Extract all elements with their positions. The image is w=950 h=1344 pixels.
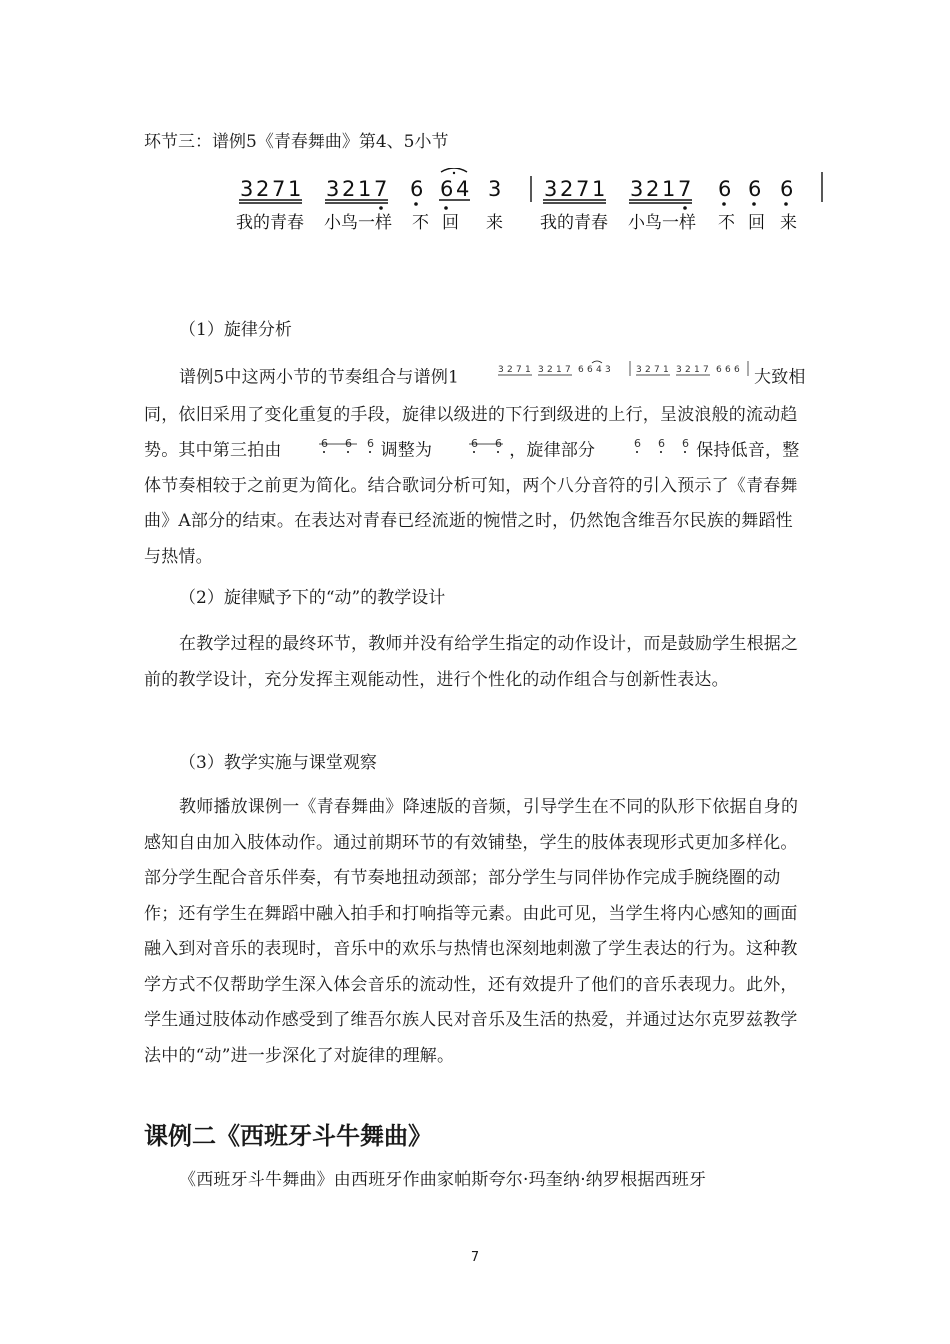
heading-lesson-two: 课例二《西班牙斗牛舞曲》 xyxy=(144,1122,432,1150)
note: 1 xyxy=(592,177,606,201)
svg-text:6 6 4 3: 6 6 4 3 xyxy=(578,365,611,375)
low-dot xyxy=(722,202,726,206)
note: 6 xyxy=(495,437,503,450)
note: 6 xyxy=(748,177,762,201)
note: 6 xyxy=(634,437,642,450)
low-dot xyxy=(752,202,756,206)
note: 7 xyxy=(272,177,286,201)
inline-notes-adjusted xyxy=(432,433,509,469)
note: 1 xyxy=(288,177,302,201)
note: 6 xyxy=(366,437,374,450)
note: 7 xyxy=(374,177,388,201)
fermata-dot xyxy=(453,172,455,174)
note: 2 xyxy=(560,177,574,201)
score-svg xyxy=(236,168,826,238)
subheading-melody-analysis: （1）旋律分析 xyxy=(179,320,292,340)
paragraph-melody-analysis xyxy=(144,358,806,575)
note: 6 xyxy=(658,437,666,450)
text-run: 调整为 xyxy=(380,440,433,461)
note: 2 xyxy=(646,177,660,201)
low-dot xyxy=(784,202,788,206)
low-dot xyxy=(414,202,418,206)
lyric: 回 xyxy=(442,213,459,233)
svg-text:3 2 1 7: 3 2 1 7 xyxy=(538,365,571,375)
lyric: 我的青春 xyxy=(236,213,304,233)
subheading-teaching-design: （2）旋律赋予下的“动”的教学设计 xyxy=(179,588,446,608)
music-score xyxy=(236,168,826,238)
note: 3 xyxy=(630,177,644,201)
svg-text:3 2 7 1: 3 2 7 1 xyxy=(636,365,669,375)
note: 3 xyxy=(326,177,340,201)
paragraph-implementation: 教师播放课例一《青春舞曲》降速版的音频，引导学生在不同的队形下依据自身的感知自由加入肢体动作。通过前期环节的有效铺垫，学生的肢体表现形式更加多样化。部分学生配合音乐伴奏，有节奏地扭动颈部；部分学生与同伴协作完成手腕绕圈的动作；还有学生在舞蹈中融入拍手和打响指等元素。由此可见，当学生将内心感知的画面融入到对音乐的表现时，音乐中的欢乐与热情也深刻地刺激了学生表达的行为。这种教学方式不仅帮助学生深入体会音乐的流动性，还有效提升了他们的音乐表现力。此外，学生通过肢体动作感受到了维吾尔族人民对音乐及生活的热爱，并通过达尔克罗兹教学法中的“动”进一步深化了对旋律的理解。 xyxy=(144,797,799,1066)
lyric: 小鸟一样 xyxy=(628,213,696,233)
paragraph-lesson-two-intro: 《西班牙斗牛舞曲》由西班牙作曲家帕斯夸尔·玛奎纳·纳罗根据西班牙 xyxy=(179,1170,707,1190)
text-run: 大致相同，依旧采用了变化重复的手段，旋律以级进的下行到级进的上行，呈波浪般的流动趋势。其中第三拍由 xyxy=(144,367,806,461)
note: 4 xyxy=(456,177,470,201)
note: 6 xyxy=(471,437,479,450)
note: 3 xyxy=(240,177,254,201)
inline-score-example1 xyxy=(461,358,752,398)
inline-notes-original xyxy=(282,433,381,469)
note: 6 xyxy=(410,177,424,201)
svg-text:3 2 7 1: 3 2 7 1 xyxy=(498,365,531,375)
text-run: ，旋律部分 xyxy=(509,440,596,461)
note: 2 xyxy=(342,177,356,201)
note: 1 xyxy=(358,177,372,201)
svg-text:6 6 6: 6 6 6 xyxy=(716,365,740,375)
lyric: 不 xyxy=(718,213,735,233)
note: 6 xyxy=(344,437,352,450)
subheading-implementation: （3）教学实施与课堂观察 xyxy=(179,753,377,773)
note: 1 xyxy=(662,177,676,201)
note: 6 xyxy=(718,177,732,201)
text-run: 谱例5中这两小节的节奏组合与谱例1 xyxy=(179,367,460,388)
low-dot xyxy=(444,206,448,210)
note: 3 xyxy=(544,177,558,201)
low-dot xyxy=(683,206,687,210)
svg-text:3 2 1 7: 3 2 1 7 xyxy=(676,365,709,375)
lyric: 我的青春 xyxy=(540,213,608,233)
low-dot xyxy=(379,206,383,210)
note: 6 xyxy=(440,177,454,201)
note: 2 xyxy=(256,177,270,201)
note: 7 xyxy=(678,177,692,201)
page-number: 7 xyxy=(470,1250,480,1265)
note: 6 xyxy=(682,437,690,450)
fermata xyxy=(441,168,467,172)
text-run: 保持低音，整体节奏相较于之前更为简化。结合歌词分析可知，两个八分音符的引入预示了《青春舞曲》A部分的结束。在表达对青春已经流逝的惋惜之时，仍然饱含维吾尔民族的舞蹈性与热情。 xyxy=(144,440,800,567)
section-title: 环节三：谱例5《青春舞曲》第4、5小节 xyxy=(144,132,449,152)
note: 6 xyxy=(780,177,794,201)
lyric: 不 xyxy=(412,213,429,233)
lyric: 回 xyxy=(748,213,765,233)
inline-notes-melody xyxy=(595,433,696,469)
paragraph-teaching-design: 在教学过程的最终环节，教师并没有给学生指定的动作设计，而是鼓励学生根据之前的教学设计，充分发挥主观能动性，进行个性化的动作组合与创新性表达。 xyxy=(144,634,799,690)
note: 7 xyxy=(576,177,590,201)
lyric: 小鸟一样 xyxy=(324,213,392,233)
lyric: 来 xyxy=(780,213,797,233)
note: 6 xyxy=(320,437,328,450)
lyric: 来 xyxy=(486,213,503,233)
note: 3 xyxy=(488,177,502,201)
